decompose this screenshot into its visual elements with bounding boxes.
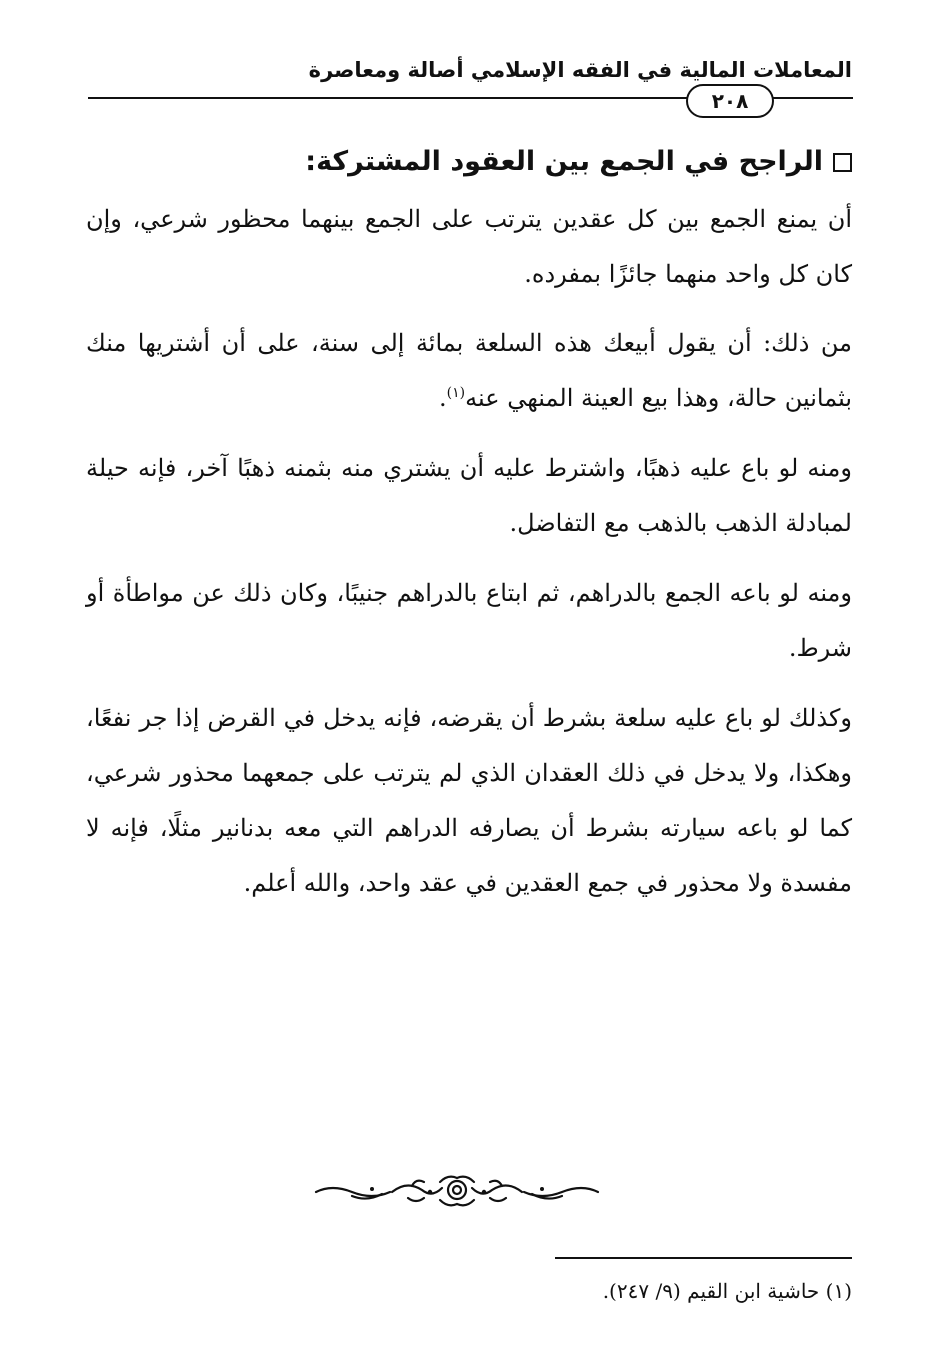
hollow-square-icon bbox=[833, 153, 852, 172]
paragraph-1: أن يمنع الجمع بين كل عقدين يترتب على الجمع بينهما محظور شرعي، وإن كان كل واحد منهما جائزًا بمفرده. bbox=[86, 205, 852, 288]
section-heading-text: الراجح في الجمع بين العقود المشتركة: bbox=[305, 146, 823, 177]
paragraph-2 bbox=[86, 316, 852, 426]
footnote-rule bbox=[555, 1257, 852, 1259]
paragraph-5: وكذلك لو باع عليه سلعة بشرط أن يقرضه، فإنه يدخل في القرض إذا جر نفعًا، وهكذا، ولا يدخل في ذلك العقدان الذي لم يترتب على جمعهما محذور شرعي، كما لو باعه سيارته بشرط أن يصارفه الدراهم التي معه بدنانير مثلًا، فإنه لا مفسدة ولا محذور في جمع العقدين في عقد واحد، والله أعلم. bbox=[86, 704, 852, 897]
paragraph-4: ومنه لو باعه الجمع بالدراهم، ثم ابتاع بالدراهم جنيبًا، وكان ذلك عن مواطأة أو شرط. bbox=[86, 579, 853, 662]
paragraph-2-text: من ذلك: أن يقول أبيعك هذه السلعة بمائة إلى سنة، على أن أشتريها منك بثمانين حالة، وهذا بيع العينة المنهي عنه bbox=[86, 329, 852, 412]
section-heading bbox=[86, 140, 852, 184]
page-number-badge: ٢٠٨ bbox=[686, 84, 774, 118]
running-header-title: المعاملات المالية في الفقه الإسلامي أصالة ومعاصرة bbox=[308, 58, 852, 82]
footnote-reference: (١) bbox=[446, 385, 466, 401]
page-content bbox=[86, 140, 852, 926]
paragraph-2-end: . bbox=[439, 384, 447, 412]
footnote: (١) حاشية ابن القيم (٩/ ٢٤٧). bbox=[602, 1279, 852, 1303]
decorative-flourish-divider-icon bbox=[312, 1172, 602, 1212]
paragraph-3: ومنه لو باع عليه ذهبًا، واشترط عليه أن يشتري منه بثمنه ذهبًا آخر، فإنه حيلة لمبادلة الذهب بالذهب مع التفاضل. bbox=[86, 454, 852, 537]
